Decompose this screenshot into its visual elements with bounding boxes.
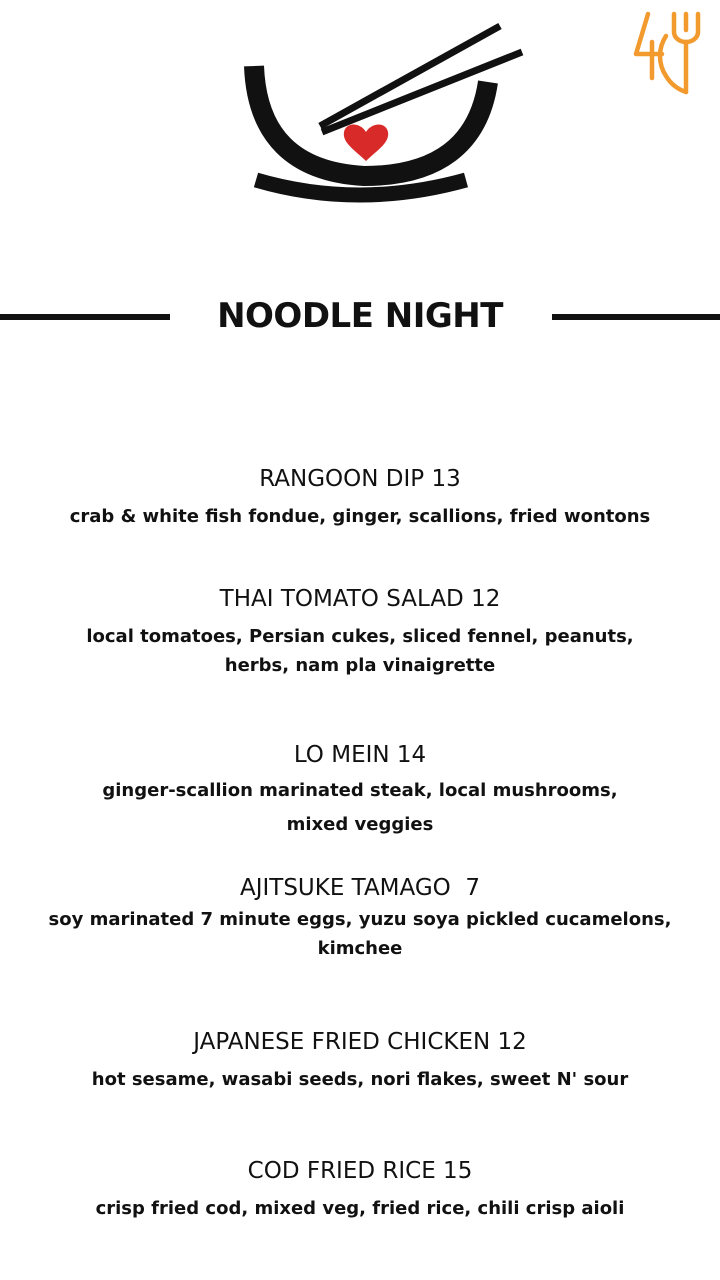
fork-logo-icon [628, 8, 708, 96]
description-line: mixed veggies [286, 814, 434, 835]
menu-item-description [0, 774, 720, 842]
menu-item-name: COD FRIED RICE 15 [247, 1158, 473, 1184]
menu-item-name: RANGOON DIP 13 [259, 466, 461, 492]
description-line: crab & white fish fondue, ginger, scallions, fried wontons [69, 506, 651, 527]
description-line: kimchee [317, 938, 403, 959]
menu-item-name: AJITSUKE TAMAGO 7 [239, 875, 481, 901]
menu-item-description [0, 1194, 720, 1223]
menu-item-name: THAI TOMATO SALAD 12 [219, 586, 501, 612]
menu-item [0, 584, 720, 680]
description-line: local tomatoes, Persian cukes, sliced fennel, peanuts, [86, 626, 634, 647]
description-line: herbs, nam pla vinaigrette [224, 655, 496, 676]
menu-item [0, 740, 720, 842]
page-title: NOODLE NIGHT [217, 296, 503, 336]
menu-item-description [0, 905, 720, 963]
menu-item-description [0, 622, 720, 680]
menu-item [0, 873, 720, 963]
menu-item-name: LO MEIN 14 [293, 742, 427, 768]
menu-item [0, 1156, 720, 1223]
menu-item-description [0, 502, 720, 531]
noodle-bowl-logo-icon [238, 18, 530, 218]
description-line: hot sesame, wasabi seeds, nori flakes, sweet N' sour [91, 1069, 629, 1090]
menu-item [0, 1027, 720, 1094]
heart-icon [344, 125, 388, 162]
menu-item [0, 464, 720, 531]
description-line: ginger-scallion marinated steak, local mushrooms, [102, 780, 618, 801]
description-line: soy marinated 7 minute eggs, yuzu soya pickled cucamelons, [48, 909, 672, 930]
menu-item-description [0, 1065, 720, 1094]
description-line: crisp fried cod, mixed veg, fried rice, chili crisp aioli [95, 1198, 625, 1219]
menu-item-name: JAPANESE FRIED CHICKEN 12 [193, 1029, 527, 1055]
